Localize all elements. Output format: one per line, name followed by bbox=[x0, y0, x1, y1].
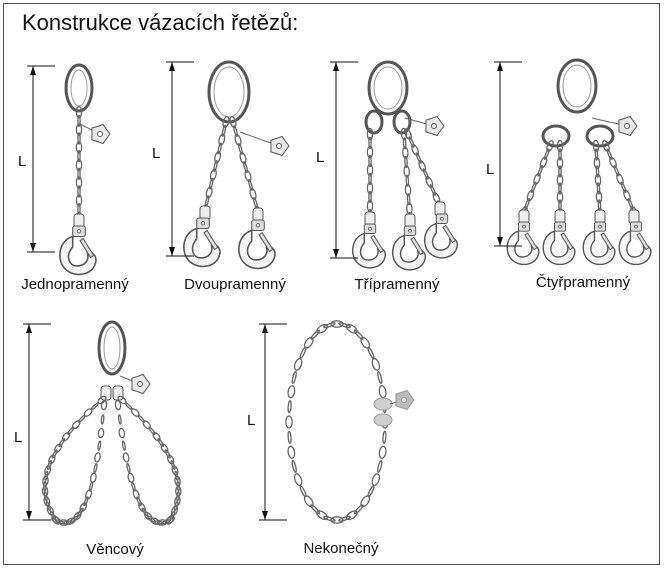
safety-hook bbox=[60, 226, 96, 274]
sling-vencovy bbox=[14, 322, 181, 526]
chain-loop-right-inner bbox=[115, 400, 175, 525]
chain-loop-right-outer bbox=[117, 395, 181, 525]
safety-hook bbox=[425, 214, 458, 258]
dimension-label: L bbox=[316, 149, 325, 166]
sling-jednopramenny bbox=[18, 65, 110, 274]
chain-leg bbox=[520, 140, 555, 218]
dimension-label: L bbox=[247, 412, 256, 429]
safety-hook bbox=[507, 222, 539, 264]
caption-tripramenny: Třípramenný bbox=[354, 276, 440, 293]
chain-leg bbox=[593, 140, 603, 219]
identification-tag bbox=[240, 132, 289, 156]
dimension-L bbox=[18, 66, 55, 252]
sling-ctyrpramenny bbox=[486, 60, 651, 264]
diagram-title: Konstrukce vázacích řetězů: bbox=[22, 10, 299, 35]
dimension-label: L bbox=[14, 429, 23, 446]
identification-tag bbox=[390, 391, 414, 410]
chain-loop-left-inner bbox=[51, 400, 107, 525]
caption-dvoupramenny: Dvoupramenný bbox=[184, 276, 286, 293]
chain-leg bbox=[367, 128, 372, 220]
connector-link bbox=[374, 398, 392, 426]
dimension-label: L bbox=[18, 153, 27, 170]
chain-leg bbox=[229, 116, 262, 218]
dimension-label: L bbox=[152, 145, 161, 162]
dimension-L bbox=[152, 62, 194, 256]
identification-tag bbox=[80, 124, 110, 144]
master-link bbox=[99, 322, 125, 374]
master-link bbox=[369, 62, 407, 114]
chain-loop-left-outer bbox=[42, 395, 107, 525]
safety-hook bbox=[184, 218, 220, 266]
endless-chain-loop bbox=[286, 321, 388, 523]
chain-leg bbox=[201, 116, 230, 216]
sling-dvoupramenny bbox=[152, 62, 289, 268]
safety-hook bbox=[583, 222, 615, 264]
caption-vencovy: Věncový bbox=[86, 541, 144, 558]
master-link bbox=[558, 60, 596, 112]
safety-hook bbox=[239, 220, 275, 268]
sling-tripramenny bbox=[316, 62, 457, 270]
sling-nekonecny bbox=[247, 321, 414, 523]
master-link bbox=[66, 65, 92, 111]
dimension-label: L bbox=[486, 161, 495, 178]
caption-nekonecny: Nekonečný bbox=[303, 540, 379, 557]
caption-ctyrpramenny: Čtyřpramenný bbox=[535, 274, 631, 291]
safety-hook bbox=[619, 222, 651, 264]
chain-leg bbox=[601, 140, 638, 218]
safety-hook bbox=[543, 222, 575, 264]
master-link bbox=[209, 62, 249, 122]
identification-tag bbox=[120, 375, 150, 394]
safety-hook bbox=[393, 226, 426, 270]
dimension-L bbox=[247, 324, 287, 520]
chain-leg bbox=[557, 140, 562, 219]
caption-jednopramenny: Jednopramenný bbox=[21, 276, 129, 293]
safety-hook bbox=[353, 224, 386, 268]
dimension-L bbox=[486, 62, 522, 246]
dimension-L bbox=[316, 62, 358, 258]
